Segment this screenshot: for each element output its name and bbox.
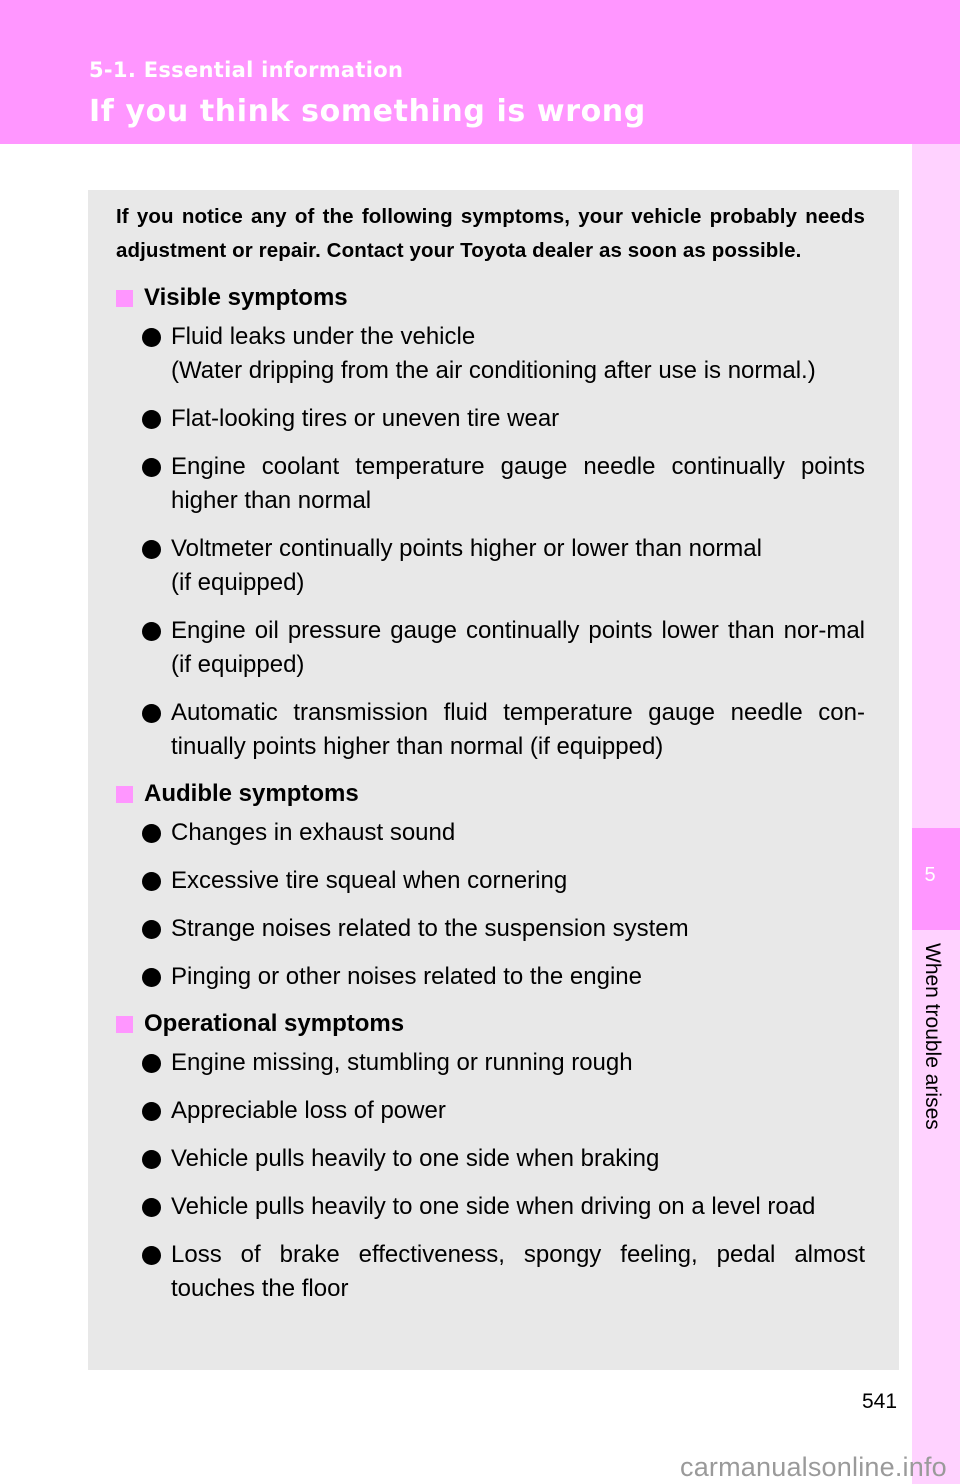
list-item <box>116 696 865 764</box>
item-text: Flat-looking tires or uneven tire wear <box>171 405 560 432</box>
bullet-icon <box>142 1054 161 1073</box>
page-number: 541 <box>862 1390 898 1413</box>
list-item <box>116 1190 865 1224</box>
bullet-icon <box>142 328 161 347</box>
symptom-group <box>116 778 865 994</box>
chapter-number: 5 <box>924 864 936 886</box>
item-text: Appreciable loss of power <box>171 1097 446 1124</box>
group-heading-label: Visible symptoms <box>144 284 348 311</box>
item-text: Engine coolant temperature gauge needle continually points higher than normal <box>171 453 865 514</box>
square-icon <box>116 786 133 803</box>
list-item <box>116 1142 865 1176</box>
list-item <box>116 816 865 850</box>
list-item <box>116 912 865 946</box>
intro-paragraph: If you notice any of the following symptoms, your vehicle probably needs adjustment or repair. Contact your Toyota dealer as soon as possible. <box>116 205 865 262</box>
list-item <box>116 960 865 994</box>
page-title: If you think something is wrong <box>89 94 646 129</box>
content-box <box>88 190 899 1370</box>
list-item <box>116 402 865 436</box>
item-text: Pinging or other noises related to the engine <box>171 963 642 990</box>
section-label: 5-1. Essential information <box>89 58 404 82</box>
symptom-groups <box>116 282 865 1306</box>
group-heading <box>116 1008 865 1040</box>
symptom-group <box>116 282 865 764</box>
header-band <box>0 0 960 144</box>
group-heading <box>116 282 865 314</box>
list-item <box>116 1046 865 1080</box>
group-heading-label: Audible symptoms <box>144 780 359 807</box>
list-item <box>116 1238 865 1306</box>
bullet-icon <box>142 458 161 477</box>
item-note: (if equipped) <box>171 569 305 596</box>
item-text: Vehicle pulls heavily to one side when driving on a level road <box>171 1193 816 1220</box>
symptom-list <box>116 320 865 764</box>
bullet-icon <box>142 968 161 987</box>
bullet-icon <box>142 410 161 429</box>
item-text: Engine missing, stumbling or running rough <box>171 1049 633 1076</box>
list-item <box>116 532 865 600</box>
item-text: Fluid leaks under the vehicle <box>171 323 476 350</box>
item-text: Excessive tire squeal when cornering <box>171 867 568 894</box>
item-note: (Water dripping from the air conditioning after use is normal.) <box>171 357 816 384</box>
square-icon <box>116 290 133 307</box>
bullet-icon <box>142 1246 161 1265</box>
bullet-icon <box>142 704 161 723</box>
item-text: Vehicle pulls heavily to one side when braking <box>171 1145 660 1172</box>
list-item <box>116 450 865 518</box>
bullet-icon <box>142 622 161 641</box>
square-icon <box>116 1016 133 1033</box>
bullet-icon <box>142 872 161 891</box>
item-text: Voltmeter continually points higher or lower than normal <box>171 535 762 562</box>
chapter-title: When trouble arises <box>921 943 944 1130</box>
list-item <box>116 614 865 682</box>
bullet-icon <box>142 824 161 843</box>
item-text: Engine oil pressure gauge continually points lower than nor-mal (if equipped) <box>171 617 865 678</box>
symptom-list <box>116 816 865 994</box>
side-tab-strip <box>912 144 960 1484</box>
bullet-icon <box>142 1150 161 1169</box>
item-text: Strange noises related to the suspension system <box>171 915 689 942</box>
bullet-icon <box>142 920 161 939</box>
symptom-list <box>116 1046 865 1306</box>
symptom-group <box>116 1008 865 1306</box>
bullet-icon <box>142 540 161 559</box>
list-item <box>116 864 865 898</box>
group-heading <box>116 778 865 810</box>
list-item <box>116 1094 865 1128</box>
item-text: Automatic transmission fluid temperature gauge needle con-tinually points higher than normal (if equipped) <box>171 699 865 760</box>
bullet-icon <box>142 1102 161 1121</box>
item-text: Changes in exhaust sound <box>171 819 456 846</box>
group-heading-label: Operational symptoms <box>144 1010 405 1037</box>
item-text: Loss of brake effectiveness, spongy feeling, pedal almost touches the floor <box>171 1241 865 1302</box>
list-item <box>116 320 865 388</box>
bullet-icon <box>142 1198 161 1217</box>
watermark[interactable]: carmanualsonline.info <box>680 1452 947 1482</box>
